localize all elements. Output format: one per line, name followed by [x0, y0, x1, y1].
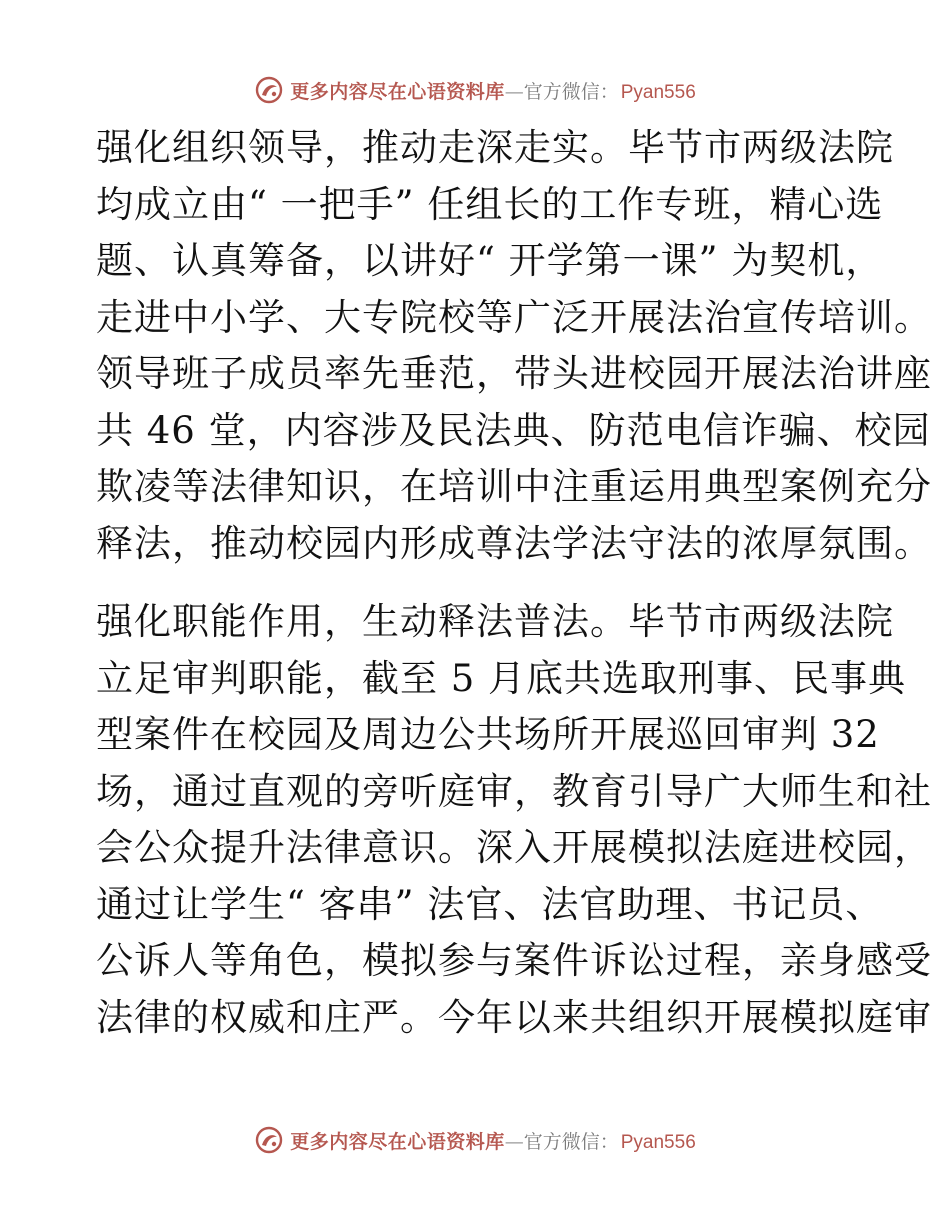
watermark-title: 更多内容尽在心语资料库 [290, 1130, 505, 1153]
watermark-text [290, 77, 696, 104]
text-line: 强化组织领导，推动走深走实。毕节市两级法院 [96, 126, 894, 169]
text-line: 立足审判职能，截至 5 月底共选取刑事、民事典 [96, 656, 907, 700]
watermark-wechat-id: Pyan556 [620, 81, 696, 103]
text-line: 释法，推动校园内形成尊法学法守法的浓厚氛围。 [96, 521, 932, 565]
watermark-label: 官方微信： [523, 80, 619, 103]
text-line: 走进中小学、大专院校等广泛开展法治宣传培训。 [96, 295, 932, 339]
watermark-label: 官方微信： [523, 1130, 619, 1153]
watermark-text [290, 1127, 696, 1154]
text-line: 共 46 堂，内容涉及民法典、防范电信诈骗、校园 [96, 408, 931, 452]
text-line: 通过让学生“ 客串” 法官、法官助理、书记员、 [96, 882, 884, 926]
watermark-banner-bottom [0, 1120, 950, 1160]
text-line: 题、认真筹备，以讲好“ 开学第一课” 为契机， [96, 239, 884, 282]
paragraph-1 [96, 120, 932, 572]
watermark-separator: — [504, 1130, 524, 1153]
watermark-separator: — [504, 80, 524, 103]
watermark-title: 更多内容尽在心语资料库 [290, 80, 505, 103]
paragraph-2 [96, 594, 932, 1046]
watermark-wechat-id: Pyan556 [620, 1131, 696, 1153]
text-line: 公诉人等角色，模拟参与案件诉讼过程，亲身感受 [96, 939, 932, 982]
stylized-swirl-logo-icon [254, 1125, 284, 1155]
text-line: 型案件在校园及周边公共场所开展巡回审判 32 [96, 713, 880, 756]
watermark-banner-top [0, 70, 950, 110]
document-body [96, 120, 932, 1046]
text-line: 法律的权威和庄严。今年以来共组织开展模拟庭审 [96, 995, 932, 1039]
text-line: 会公众提升法律意识。深入开展模拟法庭进校园， [96, 826, 932, 869]
text-line: 强化职能作用，生动释法普法。毕节市两级法院 [96, 600, 894, 643]
text-line: 场，通过直观的旁听庭审，教育引导广大师生和社 [96, 769, 932, 813]
stylized-swirl-logo-icon [254, 75, 284, 105]
text-line: 领导班子成员率先垂范，带头进校园开展法治讲座 [96, 352, 932, 395]
text-line: 欺凌等法律知识，在培训中注重运用典型案例充分 [96, 465, 932, 508]
text-line: 均成立由“ 一把手” 任组长的工作专班，精心选 [96, 182, 884, 226]
